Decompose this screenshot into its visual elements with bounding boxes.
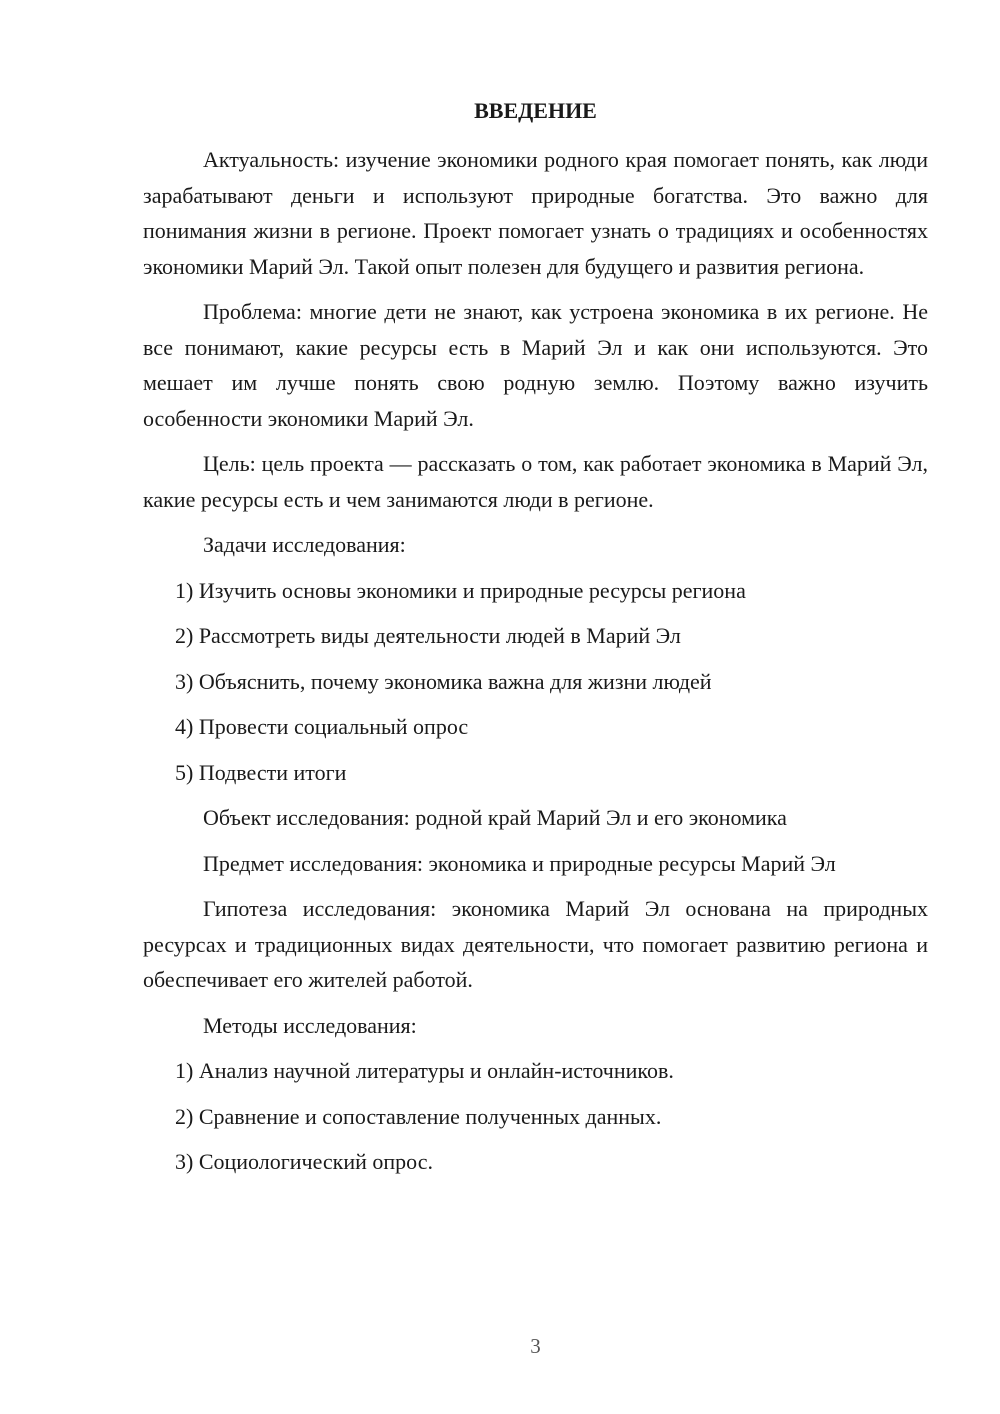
list-item: 5) Подвести итоги xyxy=(175,759,347,785)
tasks-list xyxy=(143,573,928,791)
list-item: 4) Провести социальный опрос xyxy=(175,714,469,739)
document-body xyxy=(143,142,928,1190)
subject-paragraph: Предмет исследования: экономика и природные ресурсы Марий Эл xyxy=(203,850,836,876)
list-item: 1) Анализ научной литературы и онлайн-источников. xyxy=(175,1058,674,1083)
page-title: ВВЕДЕНИЕ xyxy=(474,98,597,123)
list-item: 2) Рассмотреть виды деятельности людей в Марий Эл xyxy=(175,623,681,648)
tasks-heading: Задачи исследования: xyxy=(203,532,406,557)
relevance-paragraph: Актуальность: изучение экономики родного края помогает понять, как люди зарабатывают деньги и используют природные богатства. Это важно для понимания жизни в регионе. Проект помогает узнать о традициях и особенностях экономики Марий Эл. Такой опыт полезен для будущего и развития региона. xyxy=(143,147,928,279)
methods-heading: Методы исследования: xyxy=(203,1012,417,1038)
methods-list xyxy=(143,1053,928,1180)
page-number: 3 xyxy=(530,1334,541,1358)
list-item: 3) Социологический опрос. xyxy=(175,1149,433,1174)
object-paragraph: Объект исследования: родной край Марий Эл и его экономика xyxy=(203,805,787,830)
goal-paragraph: Цель: цель проекта — рассказать о том, как работает экономика в Марий Эл, какие ресурсы есть и чем занимаются люди в регионе. xyxy=(143,451,928,512)
problem-paragraph: Проблема: многие дети не знают, как устроена экономика в их регионе. Не все понимают, какие ресурсы есть в Марий Эл и как они используются. Это мешает им лучше понять свою родную землю. Поэтому важно изучить особенности экономики Марий Эл. xyxy=(143,299,928,431)
list-item: 2) Сравнение и сопоставление полученных данных. xyxy=(175,1103,662,1129)
list-item: 1) Изучить основы экономики и природные ресурсы региона xyxy=(175,577,746,603)
list-item: 3) Объяснить, почему экономика важна для жизни людей xyxy=(175,668,712,694)
hypothesis-paragraph: Гипотеза исследования: экономика Марий Эл основана на природных ресурсах и традиционных видах деятельности, что помогает развитию региона и обеспечивает его жителей работой. xyxy=(143,896,928,992)
